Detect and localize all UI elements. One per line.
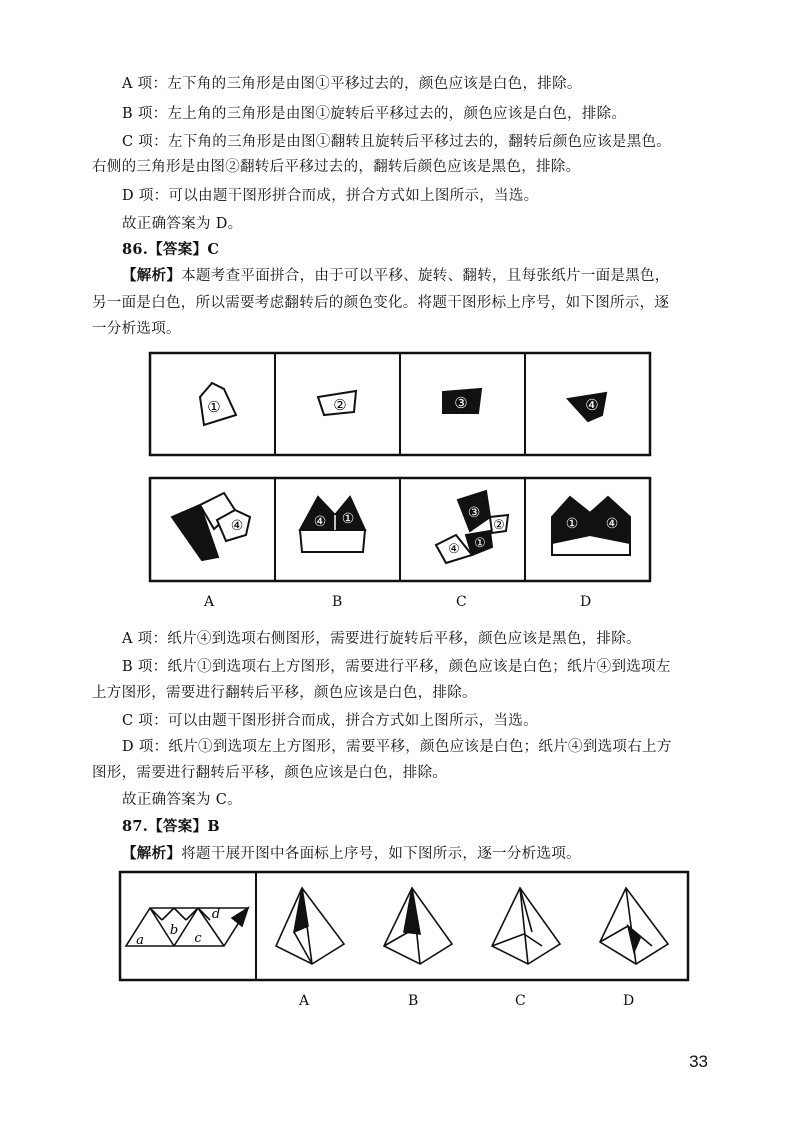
option-d-label-4: ④ [605, 516, 619, 532]
q86-header: 86.【答案】C [122, 241, 220, 258]
q85-option-c-text-1: C 项：左下角的三角形是由图①翻转且旋转后平移过去的，翻转后颜色应该是黑色。 [122, 134, 672, 150]
piece-2-label: ② [333, 396, 347, 414]
option-c-label-4: ④ [448, 542, 460, 557]
q86-option-d-figure [552, 497, 630, 555]
option-a-label-4: ④ [230, 518, 244, 534]
q86-analysis-line-1 [122, 265, 670, 287]
q86-option-d-text-2: 图形，需要进行翻转后平移，颜色应该是白色，排除。 [92, 765, 448, 781]
q86-option-b-figure [300, 497, 365, 552]
q85-option-c-text-2: 右侧的三角形是由图②翻转后平移过去的，翻转后颜色应该是黑色，排除。 [92, 159, 581, 175]
net-outline [126, 908, 248, 946]
piece-1-label: ① [207, 398, 221, 416]
q87-option-c-pyramid [492, 888, 560, 964]
q87-analysis-text: 将题干展开图中各面标上序号，如下图所示，逐一分析选项。 [181, 846, 581, 862]
option-c-label-2: ② [493, 518, 505, 533]
q86-answer: 故正确答案为 C。 [122, 792, 242, 808]
option-c-label-1: ① [474, 536, 486, 551]
q86-option-a-figure [172, 493, 250, 560]
option-b-label-4: ④ [313, 514, 327, 530]
option-d-label-1: ① [565, 516, 579, 532]
net-face-a: a [136, 933, 144, 948]
option-b-label-1: ① [341, 511, 355, 527]
q87-caption-d: D [623, 993, 635, 1009]
q86-option-b-text-2: 上方图形，需要进行翻转后平移，颜色应该是白色，排除。 [92, 685, 477, 701]
q85-option-d-text: D 项：可以由题干图形拼合而成，拼合方式如上图所示，当选。 [122, 188, 539, 204]
q86-option-d-text-1: D 项：纸片①到选项左上方图形，需要平移，颜色应该是白色；纸片④到选项右上方 [122, 739, 672, 755]
piece-3-label: ③ [454, 394, 468, 412]
q86-analysis-text-1: 本题考查平面拼合，由于可以平移、旋转、翻转，且每张纸片一面是黑色， [181, 268, 670, 284]
q87-option-d-pyramid [600, 888, 668, 964]
q87-net-figure [126, 908, 248, 946]
option-c-label-3: ③ [467, 505, 481, 521]
q87-caption-b: B [408, 993, 419, 1009]
q86-caption-a: A [204, 594, 215, 610]
q87-header: 87.【答案】B [122, 818, 220, 835]
q86-analysis-line-2: 另一面是白色，所以需要考虑翻转后的颜色变化。将题干图形标上序号，如下图所示，逐 [92, 295, 670, 311]
q86-caption-d: D [580, 594, 592, 610]
q86-analysis-line-3: 一分析选项。 [92, 321, 181, 337]
q87-option-a-pyramid [276, 888, 344, 964]
q85-option-a-text: A 项：左下角的三角形是由图①平移过去的，颜色应该是白色，排除。 [122, 76, 582, 92]
q87-caption-a: A [299, 993, 310, 1009]
net-face-c: c [194, 931, 202, 946]
q86-caption-b: B [332, 594, 343, 610]
net-face-b: b [169, 923, 179, 938]
q85-answer: 故正确答案为 D。 [122, 216, 243, 232]
q86-caption-c: C [456, 594, 467, 610]
q87-analysis-label: 【解析】 [122, 845, 182, 862]
q87-caption-c: C [515, 993, 526, 1009]
option-b-black-top [300, 497, 365, 530]
q86-option-b-text-1: B 项：纸片①到选项右上方图形，需要进行平移，颜色应该是白色；纸片④到选项左 [122, 659, 671, 675]
option-b-white-bottom [300, 530, 365, 552]
q85-option-b-text: B 项：左上角的三角形是由图①旋转后平移过去的，颜色应该是白色，排除。 [122, 106, 627, 122]
page-number: 33 [689, 1052, 708, 1071]
q86-analysis-label: 【解析】 [122, 267, 182, 284]
net-face-d: d [211, 907, 221, 922]
q86-figure [140, 345, 660, 590]
q86-option-a-text: A 项：纸片④到选项右侧图形，需要进行旋转后平移，颜色应该是黑色，排除。 [122, 631, 641, 647]
q87-option-b-pyramid [384, 888, 452, 964]
q87-figure [112, 868, 692, 986]
q86-option-c-figure [436, 491, 508, 563]
q87-analysis-line [122, 843, 581, 865]
q86-option-c-text: C 项：可以由题干图形拼合而成，拼合方式如上图所示，当选。 [122, 713, 538, 729]
piece-4-label: ④ [585, 396, 599, 414]
